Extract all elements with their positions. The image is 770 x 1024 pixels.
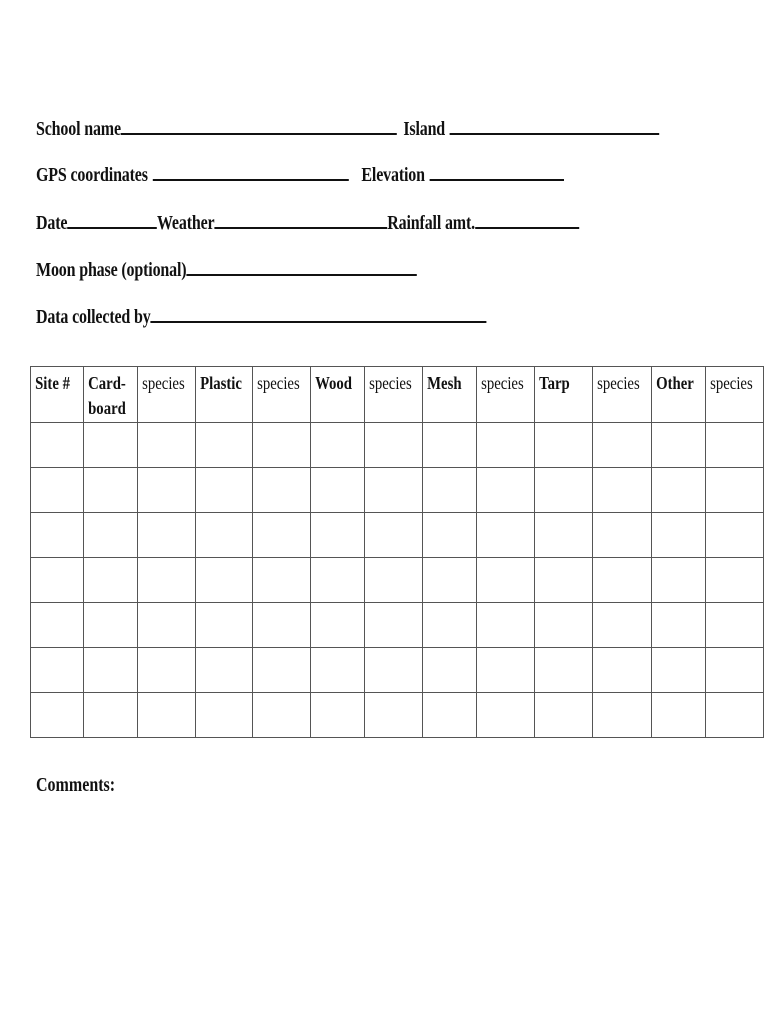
table-cell[interactable] (705, 468, 763, 513)
date-blank[interactable] (67, 205, 157, 229)
table-body (31, 423, 764, 738)
table-cell[interactable] (364, 423, 422, 468)
table-cell[interactable] (476, 468, 534, 513)
table-cell[interactable] (534, 423, 592, 468)
table-cell[interactable] (138, 513, 196, 558)
table-cell[interactable] (84, 423, 138, 468)
table-cell[interactable] (705, 513, 763, 558)
table-cell[interactable] (84, 558, 138, 603)
table-cell[interactable] (476, 558, 534, 603)
table-cell[interactable] (364, 648, 422, 693)
table-cell[interactable] (252, 693, 310, 738)
table-cell[interactable] (534, 648, 592, 693)
table-cell[interactable] (592, 693, 651, 738)
gps-blank[interactable] (153, 157, 349, 181)
table-cell[interactable] (422, 648, 476, 693)
header-species-cardboard: species (138, 367, 196, 423)
table-cell[interactable] (651, 468, 705, 513)
table-cell[interactable] (651, 558, 705, 603)
table-cell[interactable] (84, 693, 138, 738)
header-cardboard: Card- board (84, 367, 138, 423)
table-cell[interactable] (252, 648, 310, 693)
table-cell[interactable] (705, 693, 763, 738)
moon-phase-label: Moon phase (optional) (36, 259, 187, 281)
table-cell[interactable] (705, 423, 763, 468)
table-cell[interactable] (31, 648, 84, 693)
table-cell[interactable] (31, 693, 84, 738)
table-cell[interactable] (422, 603, 476, 648)
table-cell[interactable] (138, 603, 196, 648)
table-cell[interactable] (310, 603, 364, 648)
rainfall-blank[interactable] (475, 205, 579, 229)
table-cell[interactable] (310, 423, 364, 468)
table-cell[interactable] (476, 603, 534, 648)
weather-label: Weather (156, 212, 215, 234)
table-cell[interactable] (252, 423, 310, 468)
header-mesh: Mesh (422, 367, 476, 423)
table-cell[interactable] (310, 648, 364, 693)
table-cell[interactable] (31, 558, 84, 603)
table-cell[interactable] (138, 648, 196, 693)
school-name-blank[interactable] (121, 111, 397, 135)
gps-elevation-field (36, 157, 564, 187)
table-cell[interactable] (705, 558, 763, 603)
table-cell[interactable] (476, 648, 534, 693)
table-cell[interactable] (651, 603, 705, 648)
table-cell[interactable] (31, 513, 84, 558)
table-cell[interactable] (31, 468, 84, 513)
weather-blank[interactable] (214, 205, 387, 229)
table-cell[interactable] (195, 603, 252, 648)
table-cell[interactable] (310, 558, 364, 603)
table-row (31, 693, 764, 738)
table-cell[interactable] (195, 648, 252, 693)
table-cell[interactable] (138, 423, 196, 468)
table-header-row (31, 367, 764, 423)
table-cell[interactable] (651, 648, 705, 693)
table-cell[interactable] (195, 558, 252, 603)
rainfall-label: Rainfall amt. (387, 212, 475, 234)
table-cell[interactable] (252, 558, 310, 603)
table-cell[interactable] (310, 468, 364, 513)
table-cell[interactable] (252, 603, 310, 648)
header-other: Other (651, 367, 705, 423)
table-cell[interactable] (705, 648, 763, 693)
moon-phase-field (36, 252, 417, 282)
table-cell[interactable] (195, 513, 252, 558)
table-cell[interactable] (422, 558, 476, 603)
debris-data-table (30, 366, 764, 738)
table-cell[interactable] (592, 468, 651, 513)
table-row (31, 558, 764, 603)
header-tarp: Tarp (534, 367, 592, 423)
island-blank[interactable] (450, 111, 660, 135)
moon-phase-blank[interactable] (186, 252, 416, 276)
table-row (31, 648, 764, 693)
table-cell[interactable] (252, 513, 310, 558)
table-cell[interactable] (364, 468, 422, 513)
header-species-mesh: species (476, 367, 534, 423)
table-cell[interactable] (592, 513, 651, 558)
elevation-label: Elevation (361, 164, 425, 186)
header-species-plastic: species (252, 367, 310, 423)
table-cell[interactable] (84, 468, 138, 513)
header-species-tarp: species (592, 367, 651, 423)
table-cell[interactable] (592, 648, 651, 693)
table-cell[interactable] (84, 603, 138, 648)
island-label: Island (403, 118, 446, 140)
table-cell[interactable] (364, 693, 422, 738)
table-cell[interactable] (138, 693, 196, 738)
table-cell[interactable] (31, 423, 84, 468)
table-cell[interactable] (364, 558, 422, 603)
table-cell[interactable] (476, 693, 534, 738)
elevation-blank[interactable] (430, 157, 564, 181)
date-weather-rainfall-field (36, 205, 579, 235)
table-cell[interactable] (195, 693, 252, 738)
table-cell[interactable] (705, 603, 763, 648)
table-cell[interactable] (592, 558, 651, 603)
data-collected-by-blank[interactable] (151, 299, 487, 323)
table-cell[interactable] (534, 558, 592, 603)
table-row (31, 513, 764, 558)
table-cell[interactable] (252, 468, 310, 513)
table-cell[interactable] (364, 603, 422, 648)
header-wood: Wood (310, 367, 364, 423)
header-species-wood: species (364, 367, 422, 423)
table-cell[interactable] (31, 603, 84, 648)
table-row (31, 468, 764, 513)
table-cell[interactable] (592, 423, 651, 468)
table-cell[interactable] (364, 513, 422, 558)
table-row (31, 423, 764, 468)
table-cell[interactable] (84, 513, 138, 558)
header-site: Site # (31, 367, 84, 423)
table-cell[interactable] (476, 423, 534, 468)
table-row (31, 603, 764, 648)
table-cell[interactable] (422, 423, 476, 468)
table-cell[interactable] (592, 603, 651, 648)
table-cell[interactable] (534, 513, 592, 558)
table-cell[interactable] (422, 693, 476, 738)
table-cell[interactable] (476, 513, 534, 558)
school-name-field (36, 111, 659, 141)
table-cell[interactable] (651, 513, 705, 558)
header-species-other: species (705, 367, 763, 423)
data-collected-by-field (36, 299, 487, 329)
date-label: Date (36, 212, 68, 234)
table-cell[interactable] (310, 693, 364, 738)
table-cell[interactable] (651, 423, 705, 468)
table-cell[interactable] (534, 468, 592, 513)
table-cell[interactable] (651, 693, 705, 738)
table-cell[interactable] (138, 468, 196, 513)
header-plastic: Plastic (195, 367, 252, 423)
gps-label: GPS coordinates (36, 164, 148, 186)
table-cell[interactable] (422, 513, 476, 558)
table-cell[interactable] (84, 648, 138, 693)
table-cell[interactable] (534, 603, 592, 648)
data-collected-by-label: Data collected by (36, 306, 151, 328)
table-cell[interactable] (310, 513, 364, 558)
table-cell[interactable] (534, 693, 592, 738)
table-cell[interactable] (422, 468, 476, 513)
table-cell[interactable] (138, 558, 196, 603)
comments-label: Comments: (36, 774, 116, 796)
table-cell[interactable] (195, 468, 252, 513)
school-name-label: School name (36, 118, 121, 140)
table-cell[interactable] (195, 423, 252, 468)
